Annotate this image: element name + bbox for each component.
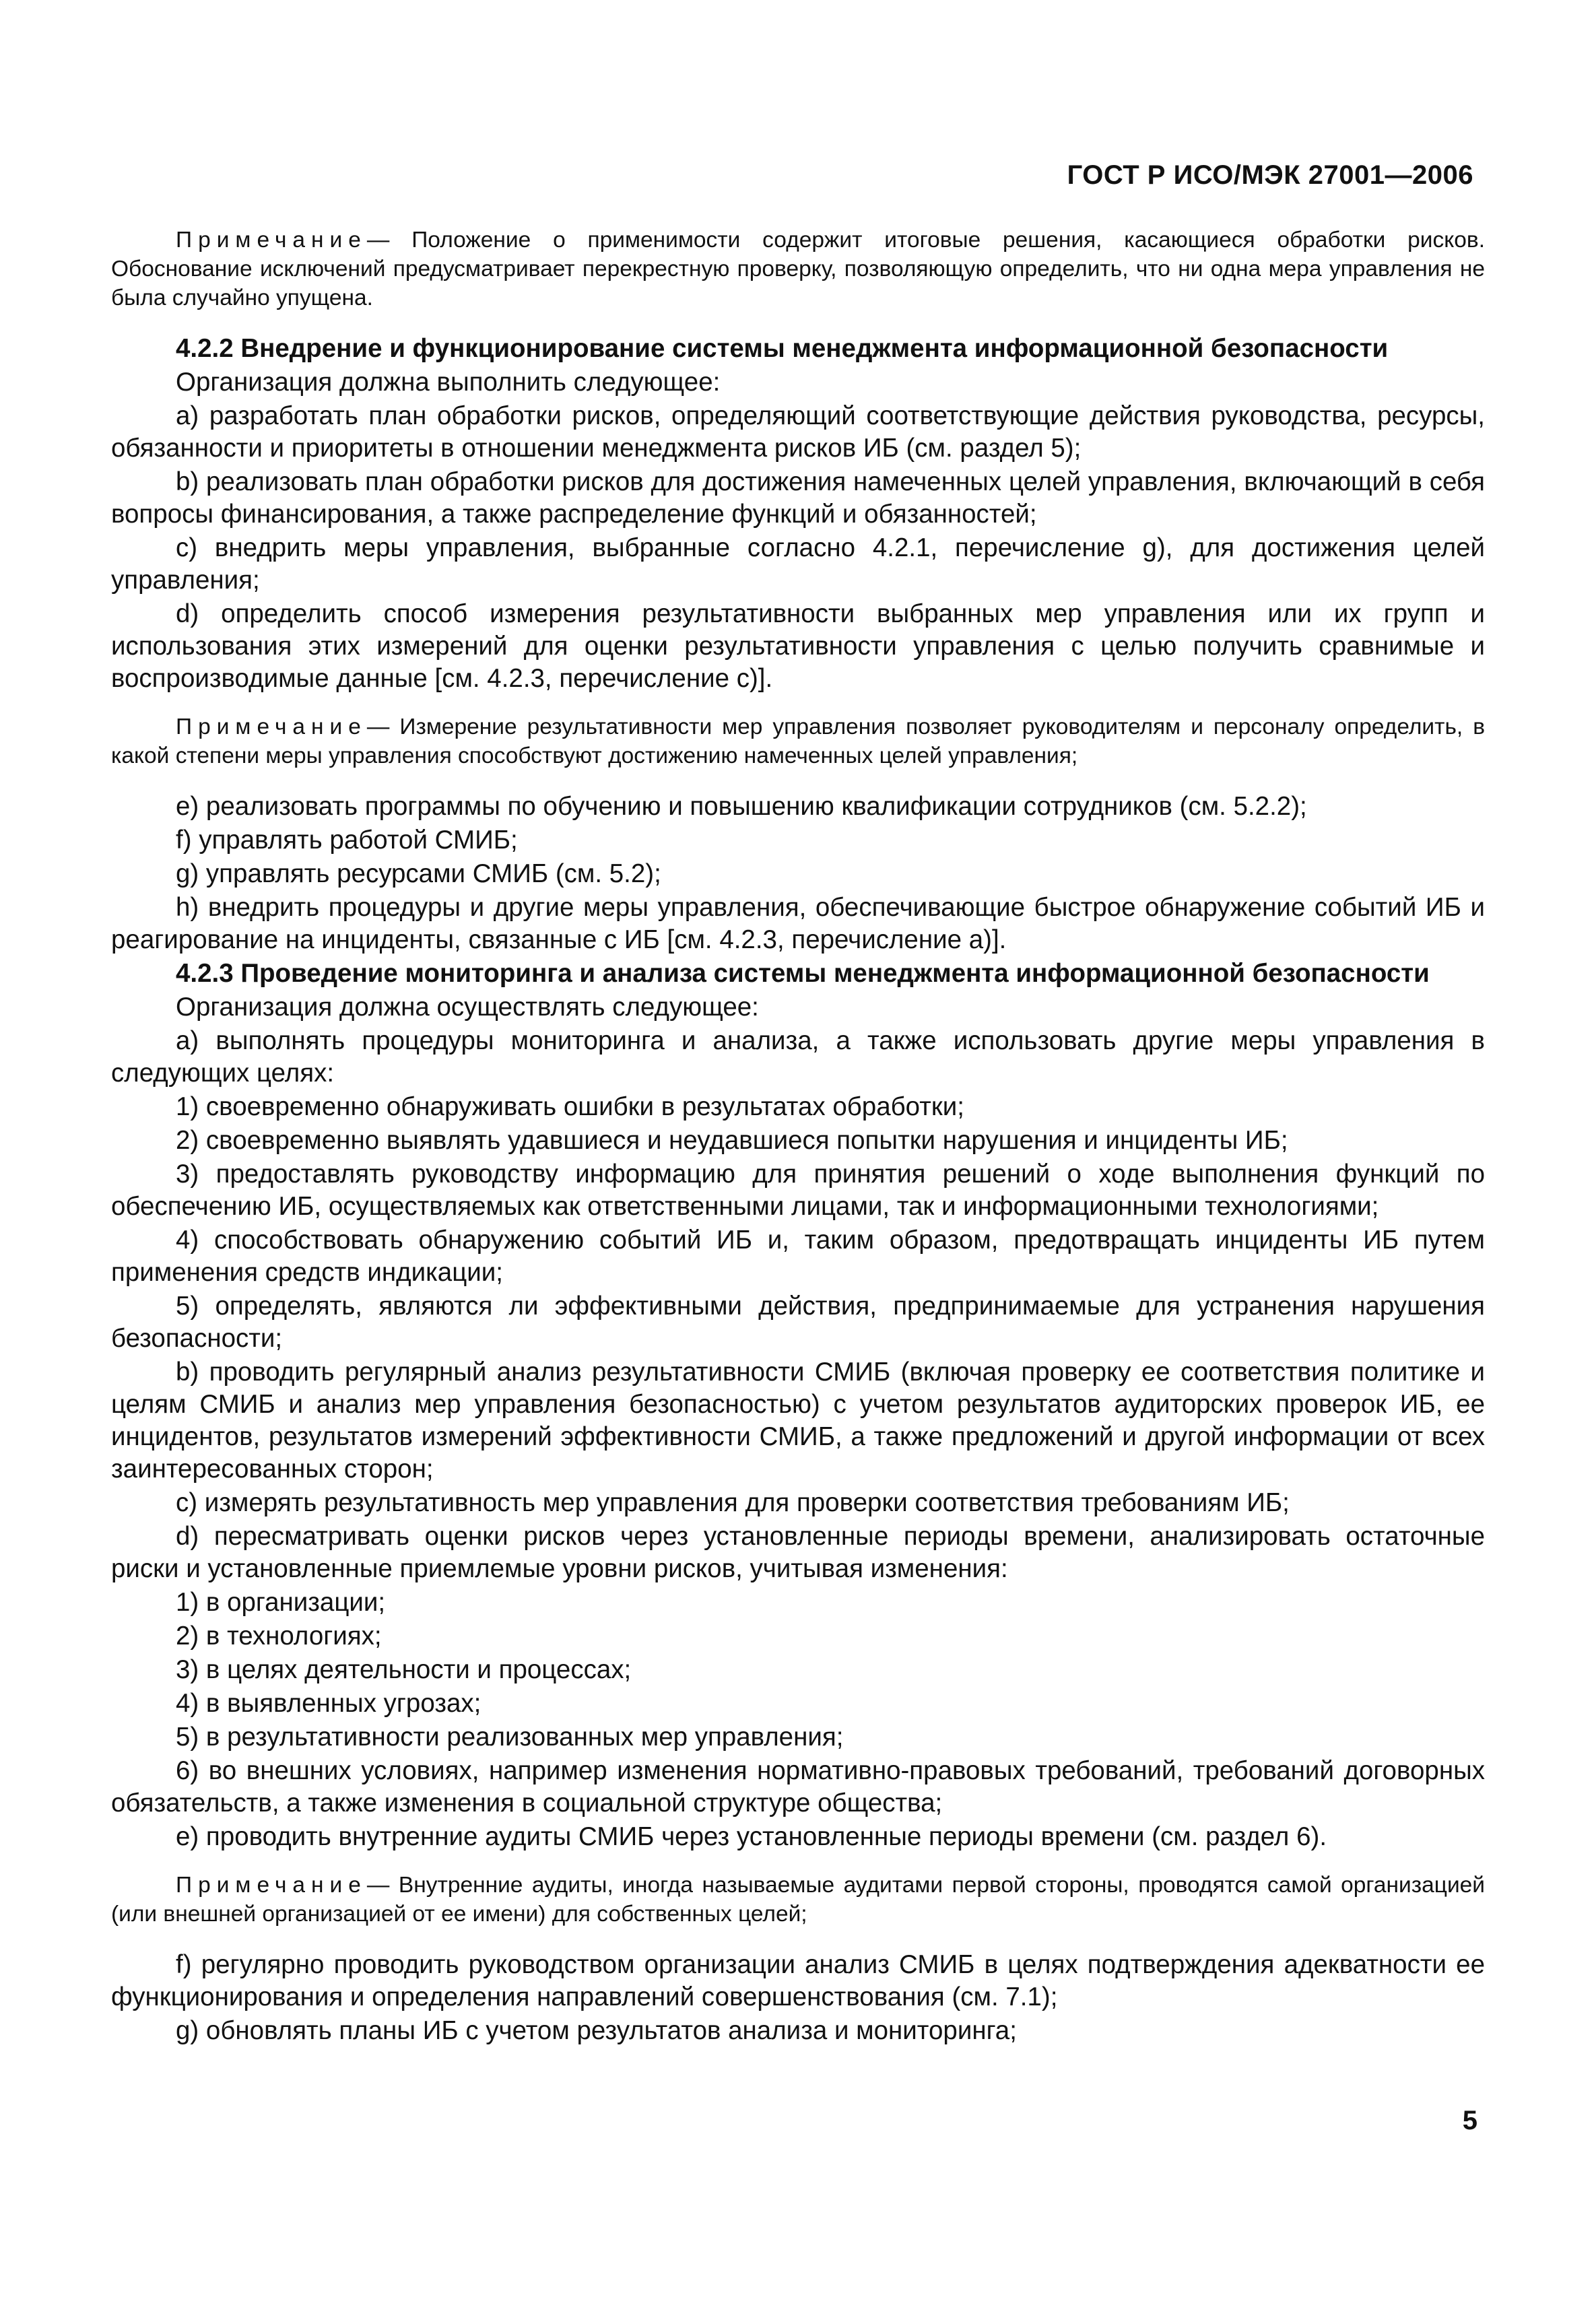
body-paragraph: f) управлять работой СМИБ; [176, 826, 518, 855]
body-paragraph: b) проводить регулярный анализ результативности СМИБ (включая проверку ее соответствия политике и целям СМИБ и анализ мер управления безопасностью) с учетом результатов аудиторских проверок ИБ, ее инцидентов, результатов измерений эффективности СМИБ, а также предложений и другой информации от всех заинтересованных сторон; [111, 1358, 1485, 1483]
document-body [111, 226, 1485, 2048]
note-text: — Внутренние аудиты, иногда называемые аудитами первой стороны, проводятся самой организацией (или внешней организацией от ее имени) для собственных целей; [111, 1873, 1485, 1927]
body-paragraph: 4) способствовать обнаружению событий ИБ и, таким образом, предотвращать инциденты ИБ путем применения средств индикации; [111, 1226, 1485, 1287]
page-number: 5 [1462, 2106, 1477, 2135]
note-paragraph [111, 226, 1485, 312]
body-paragraph: g) управлять ресурсами СМИБ (см. 5.2); [176, 859, 661, 888]
body-paragraph: b) реализовать план обработки рисков для достижения намеченных целей управления, включающий в себя вопросы финансирования, а также распределение функций и обязанностей; [111, 467, 1485, 529]
note-paragraph [111, 1871, 1485, 1929]
body-paragraph: 2) в технологиях; [176, 1622, 382, 1650]
standard-header: ГОСТ Р ИСО/МЭК 27001—2006 [1067, 160, 1473, 190]
note-paragraph [111, 712, 1485, 770]
body-paragraph: a) разработать план обработки рисков, определяющий соответствующие действия руководства, ресурсы, обязанности и приоритеты в отношении менеджмента рисков ИБ (см. раздел 5); [111, 401, 1485, 463]
body-paragraph: d) пересматривать оценки рисков через установленные периоды времени, анализировать остаточные риски и установленные приемлемые уровни рисков, учитывая изменения: [111, 1522, 1485, 1583]
body-paragraph: h) внедрить процедуры и другие меры управления, обеспечивающие быстрое обнаружение событий ИБ и реагирование на инциденты, связанные с ИБ [см. 4.2.3, перечисление a)]. [111, 893, 1485, 954]
body-paragraph: 2) своевременно выявлять удавшиеся и неудавшиеся попытки нарушения и инциденты ИБ; [176, 1126, 1288, 1155]
note-label: Примечание [176, 714, 367, 739]
body-paragraph: 3) предоставлять руководству информацию для принятия решений о ходе выполнения функций по обеспечению ИБ, осуществляемых как ответственными лицами, так и информационными технологиями; [111, 1160, 1485, 1221]
body-paragraph: Организация должна осуществлять следующее: [176, 993, 759, 1022]
body-paragraph: e) проводить внутренние аудиты СМИБ через установленные периоды времени (см. раздел 6). [176, 1822, 1327, 1851]
body-paragraph: g) обновлять планы ИБ с учетом результатов анализа и мониторинга; [176, 2016, 1017, 2045]
body-paragraph: 6) во внешних условиях, например изменения нормативно-правовых требований, требований договорных обязательств, а также изменения в социальной структуре общества; [111, 1756, 1485, 1818]
section-heading: 4.2.2 Внедрение и функционирование системы менеджмента информационной безопасности [176, 334, 1389, 363]
body-paragraph: 5) определять, являются ли эффективными действия, предпринимаемые для устранения нарушения безопасности; [111, 1292, 1485, 1353]
body-paragraph: e) реализовать программы по обучению и повышению квалификации сотрудников (см. 5.2.2); [176, 792, 1307, 821]
body-paragraph: 1) своевременно обнаруживать ошибки в результатах обработки; [176, 1092, 964, 1121]
body-paragraph: c) измерять результативность мер управления для проверки соответствия требованиям ИБ; [176, 1488, 1290, 1517]
section-heading: 4.2.3 Проведение мониторинга и анализа системы менеджмента информационной безопасности [176, 959, 1430, 988]
body-paragraph: d) определить способ измерения результативности выбранных мер управления или их групп и использования этих измерений для оценки результативности управления с целью получить сравнимые и воспроизводимые данные [см. 4.2.3, перечисление c)]. [111, 599, 1485, 693]
note-text: — Положение о применимости содержит итоговые решения, касающиеся обработки рисков. Обоснование исключений предусматривает перекрестную проверку, позволяющую определить, что ни одна мера управления не была случайно упущена. [111, 228, 1485, 310]
note-label: Примечание [176, 228, 367, 253]
note-label: Примечание [176, 1873, 367, 1898]
body-paragraph: 3) в целях деятельности и процессах; [176, 1655, 632, 1684]
body-paragraph: 1) в организации; [176, 1588, 386, 1617]
body-paragraph: 4) в выявленных угрозах; [176, 1689, 481, 1718]
body-paragraph: f) регулярно проводить руководством организации анализ СМИБ в целях подтверждения адекватности ее функционирования и определения направлений совершенствования (см. 7.1); [111, 1950, 1485, 2011]
body-paragraph: Организация должна выполнить следующее: [176, 368, 721, 397]
body-paragraph: a) выполнять процедуры мониторинга и анализа, а также использовать другие меры управления в следующих целях: [111, 1026, 1485, 1088]
body-paragraph: 5) в результативности реализованных мер управления; [176, 1723, 844, 1752]
body-paragraph: c) внедрить меры управления, выбранные согласно 4.2.1, перечисление g), для достижения целей управления; [111, 533, 1485, 595]
note-text: — Измерение результативности мер управления позволяет руководителям и персоналу определить, в какой степени меры управления способствуют достижению намеченных целей управления; [111, 714, 1485, 768]
